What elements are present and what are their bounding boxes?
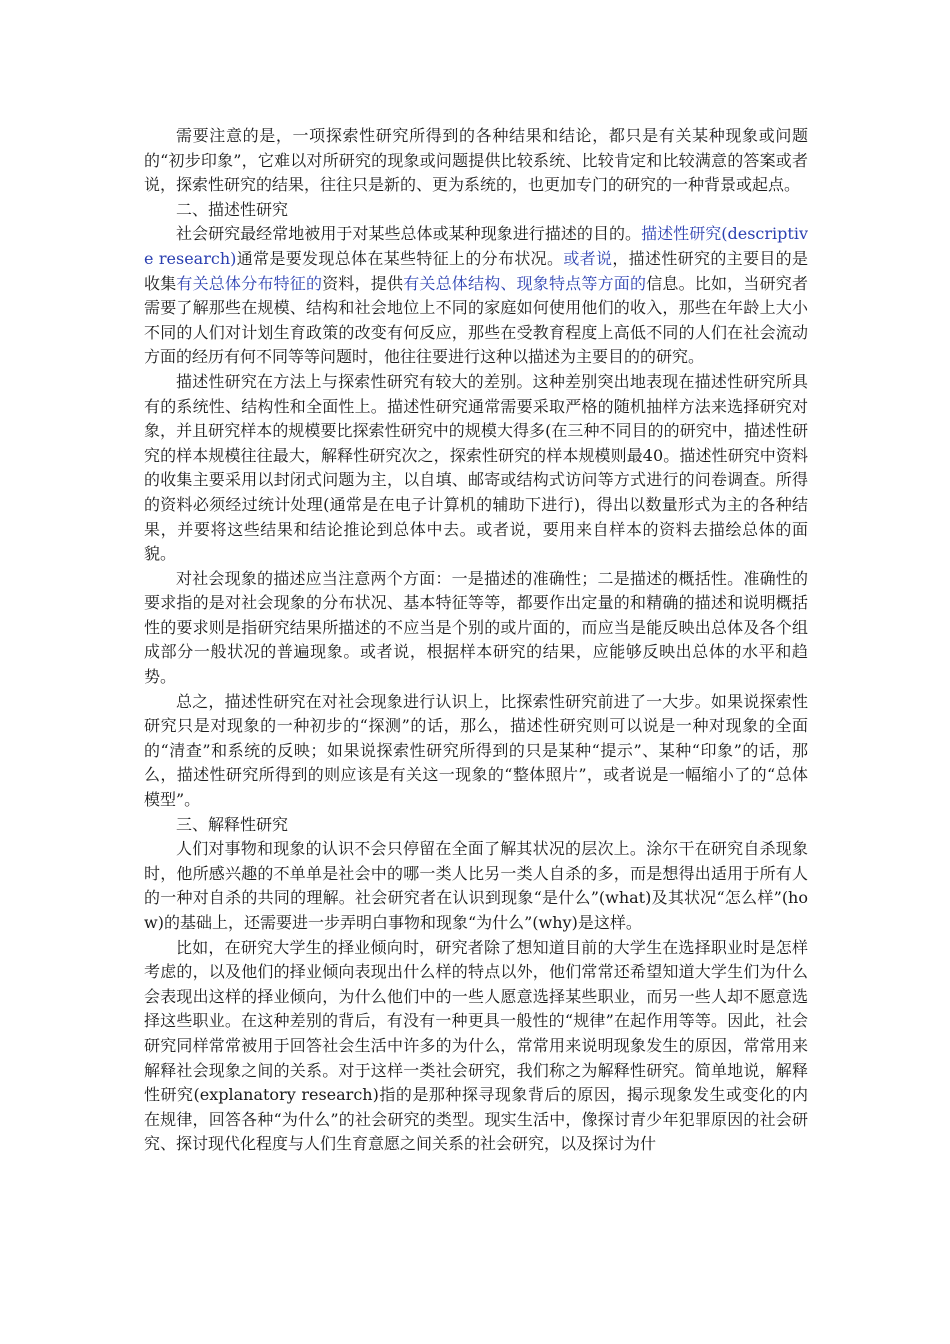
- paragraph-explanatory-intro: 人们对事物和现象的认识不会只停留在全面了解其状况的层次上。涂尔干在研究自杀现象时，他所感兴趣的不单单是社会中的哪一类人比另一类人自杀的多，而是想得出适用于所有人的一种对自杀的共同的理解。社会研究者在认识到现象“是什么”(what)及其状况“怎么样”(how)的基础上，还需要进一步弄明白事物和现象“为什么”(why)是这样。: [144, 839, 808, 932]
- link-structure-features[interactable]: 有关总体结构、现象特点等方面的: [403, 273, 647, 293]
- link-descriptive-research[interactable]: 描述性研究(descriptive research): [144, 224, 808, 268]
- paragraph-descriptive-summary: 总之，描述性研究在对社会现象进行认识上，比探索性研究前进了一大步。如果说探索性研究只是对现象的一种初步的“探测”的话，那么，描述性研究则可以说是一种对现象的全面的“清查”和系统的反映；如果说探索性研究所得到的只是某种“提示”、某种“印象”的话，那么，描述性研究所得到的则应该是有关这一现象的“整体照片”，或者说是一幅缩小了的“总体模型”。: [144, 691, 808, 810]
- section-heading-descriptive: 二、描述性研究: [176, 199, 289, 219]
- paragraph-descriptive-method: 描述性研究在方法上与探索性研究有较大的差别。这种差别突出地表现在描述性研究所具有的系统性、结构性和全面性上。描述性研究通常需要采取严格的随机抽样方法来选择研究对象，并且研究样本的规模要比探索性研究中的规模大得多(在三种不同目的的研究中，描述性研究的样本规模往往最大，解释性研究次之，探索性研究的样本规模则最40。描述性研究中资料的收集主要采用以封闭式问题为主，以自填、邮寄或结构式访问等方式进行的问卷调查。所得的资料必须经过统计处理(通常是在电子计算机的辅助下进行)，得出以数量形式为主的各种结果，并要将这些结果和结论推论到总体中去。或者说，要用来自样本的资料去描绘总体的面貌。: [144, 371, 808, 564]
- text-segment: 通常是要发现总体在某些特征上的分布状况。: [236, 248, 564, 268]
- text-segment: 社会研究最经常地被用于对某些总体或某种现象进行描述的目的。: [176, 224, 642, 244]
- text-segment: ，描述性研究的主要目的是收集: [144, 248, 808, 293]
- text-segment: 信息。比如，当研究者需要了解那些在规模、结构和社会地位上不同的家庭如何使用他们的收入，那些在年龄上大小不同的人们对计划生育政策的改变有何反应，那些在受教育程度上高低不同的人们在社会流动方面的经历有何不同等等问题时，他往往要进行这种以描述为主要目的的研究。: [144, 273, 808, 367]
- section-heading-explanatory: 三、解释性研究: [176, 814, 289, 834]
- paragraph-explanatory-example: 比如，在研究大学生的择业倾向时，研究者除了想知道目前的大学生在选择职业时是怎样考虑的，以及他们的择业倾向表现出什么样的特点以外，他们常常还希望知道大学生们为什么会表现出这样的择业倾向，为什么他们中的一些人愿意选择某些职业，而另一些人却不愿意选择这些职业。在这种差别的背后，有没有一种更具一般性的“规律”在起作用等等。因此，社会研究同样常常被用于回答社会生活中许多的为什么，常常用来说明现象发生的原因，常常用来解释社会现象之间的关系。对于这样一类社会研究，我们称之为解释性研究。简单地说，解释性研究(explanatory research)指的是那种探寻现象背后的原因，揭示现象发生或变化的内在规律，回答各种“为什么”的社会研究的类型。现实生活中，像探讨青少年犯罪原因的社会研究、探讨现代化程度与人们生育意愿之间关系的社会研究，以及探讨为什: [144, 937, 808, 1154]
- link-distribution-features[interactable]: 有关总体分布特征的: [176, 273, 323, 293]
- document-body: [144, 124, 808, 1157]
- link-or-rather[interactable]: 或者说: [563, 248, 613, 268]
- text-segment: 资料，提供: [322, 273, 404, 293]
- paragraph-descriptive-definition: [144, 222, 808, 370]
- paragraph-exploratory-note: 需要注意的是，一项探索性研究所得到的各种结果和结论，都只是有关某种现象或问题的“初步印象”，它难以对所研究的现象或问题提供比较系统、比较肯定和比较满意的答案或者说，探索性研究的结果，往往只是新的、更为系统的，也更加专门的研究的一种背景或起点。: [144, 126, 808, 195]
- paragraph-descriptive-accuracy: 对社会现象的描述应当注意两个方面：一是描述的准确性；二是描述的概括性。准确性的要求指的是对社会现象的分布状况、基本特征等等，都要作出定量的和精确的描述和说明概括性的要求则是指研究结果所描述的不应当是个别的或片面的，而应当是能反映出总体及各个组成部分一般状况的普遍现象。或者说，根据样本研究的结果，应能够反映出总体的水平和趋势。: [144, 568, 808, 687]
